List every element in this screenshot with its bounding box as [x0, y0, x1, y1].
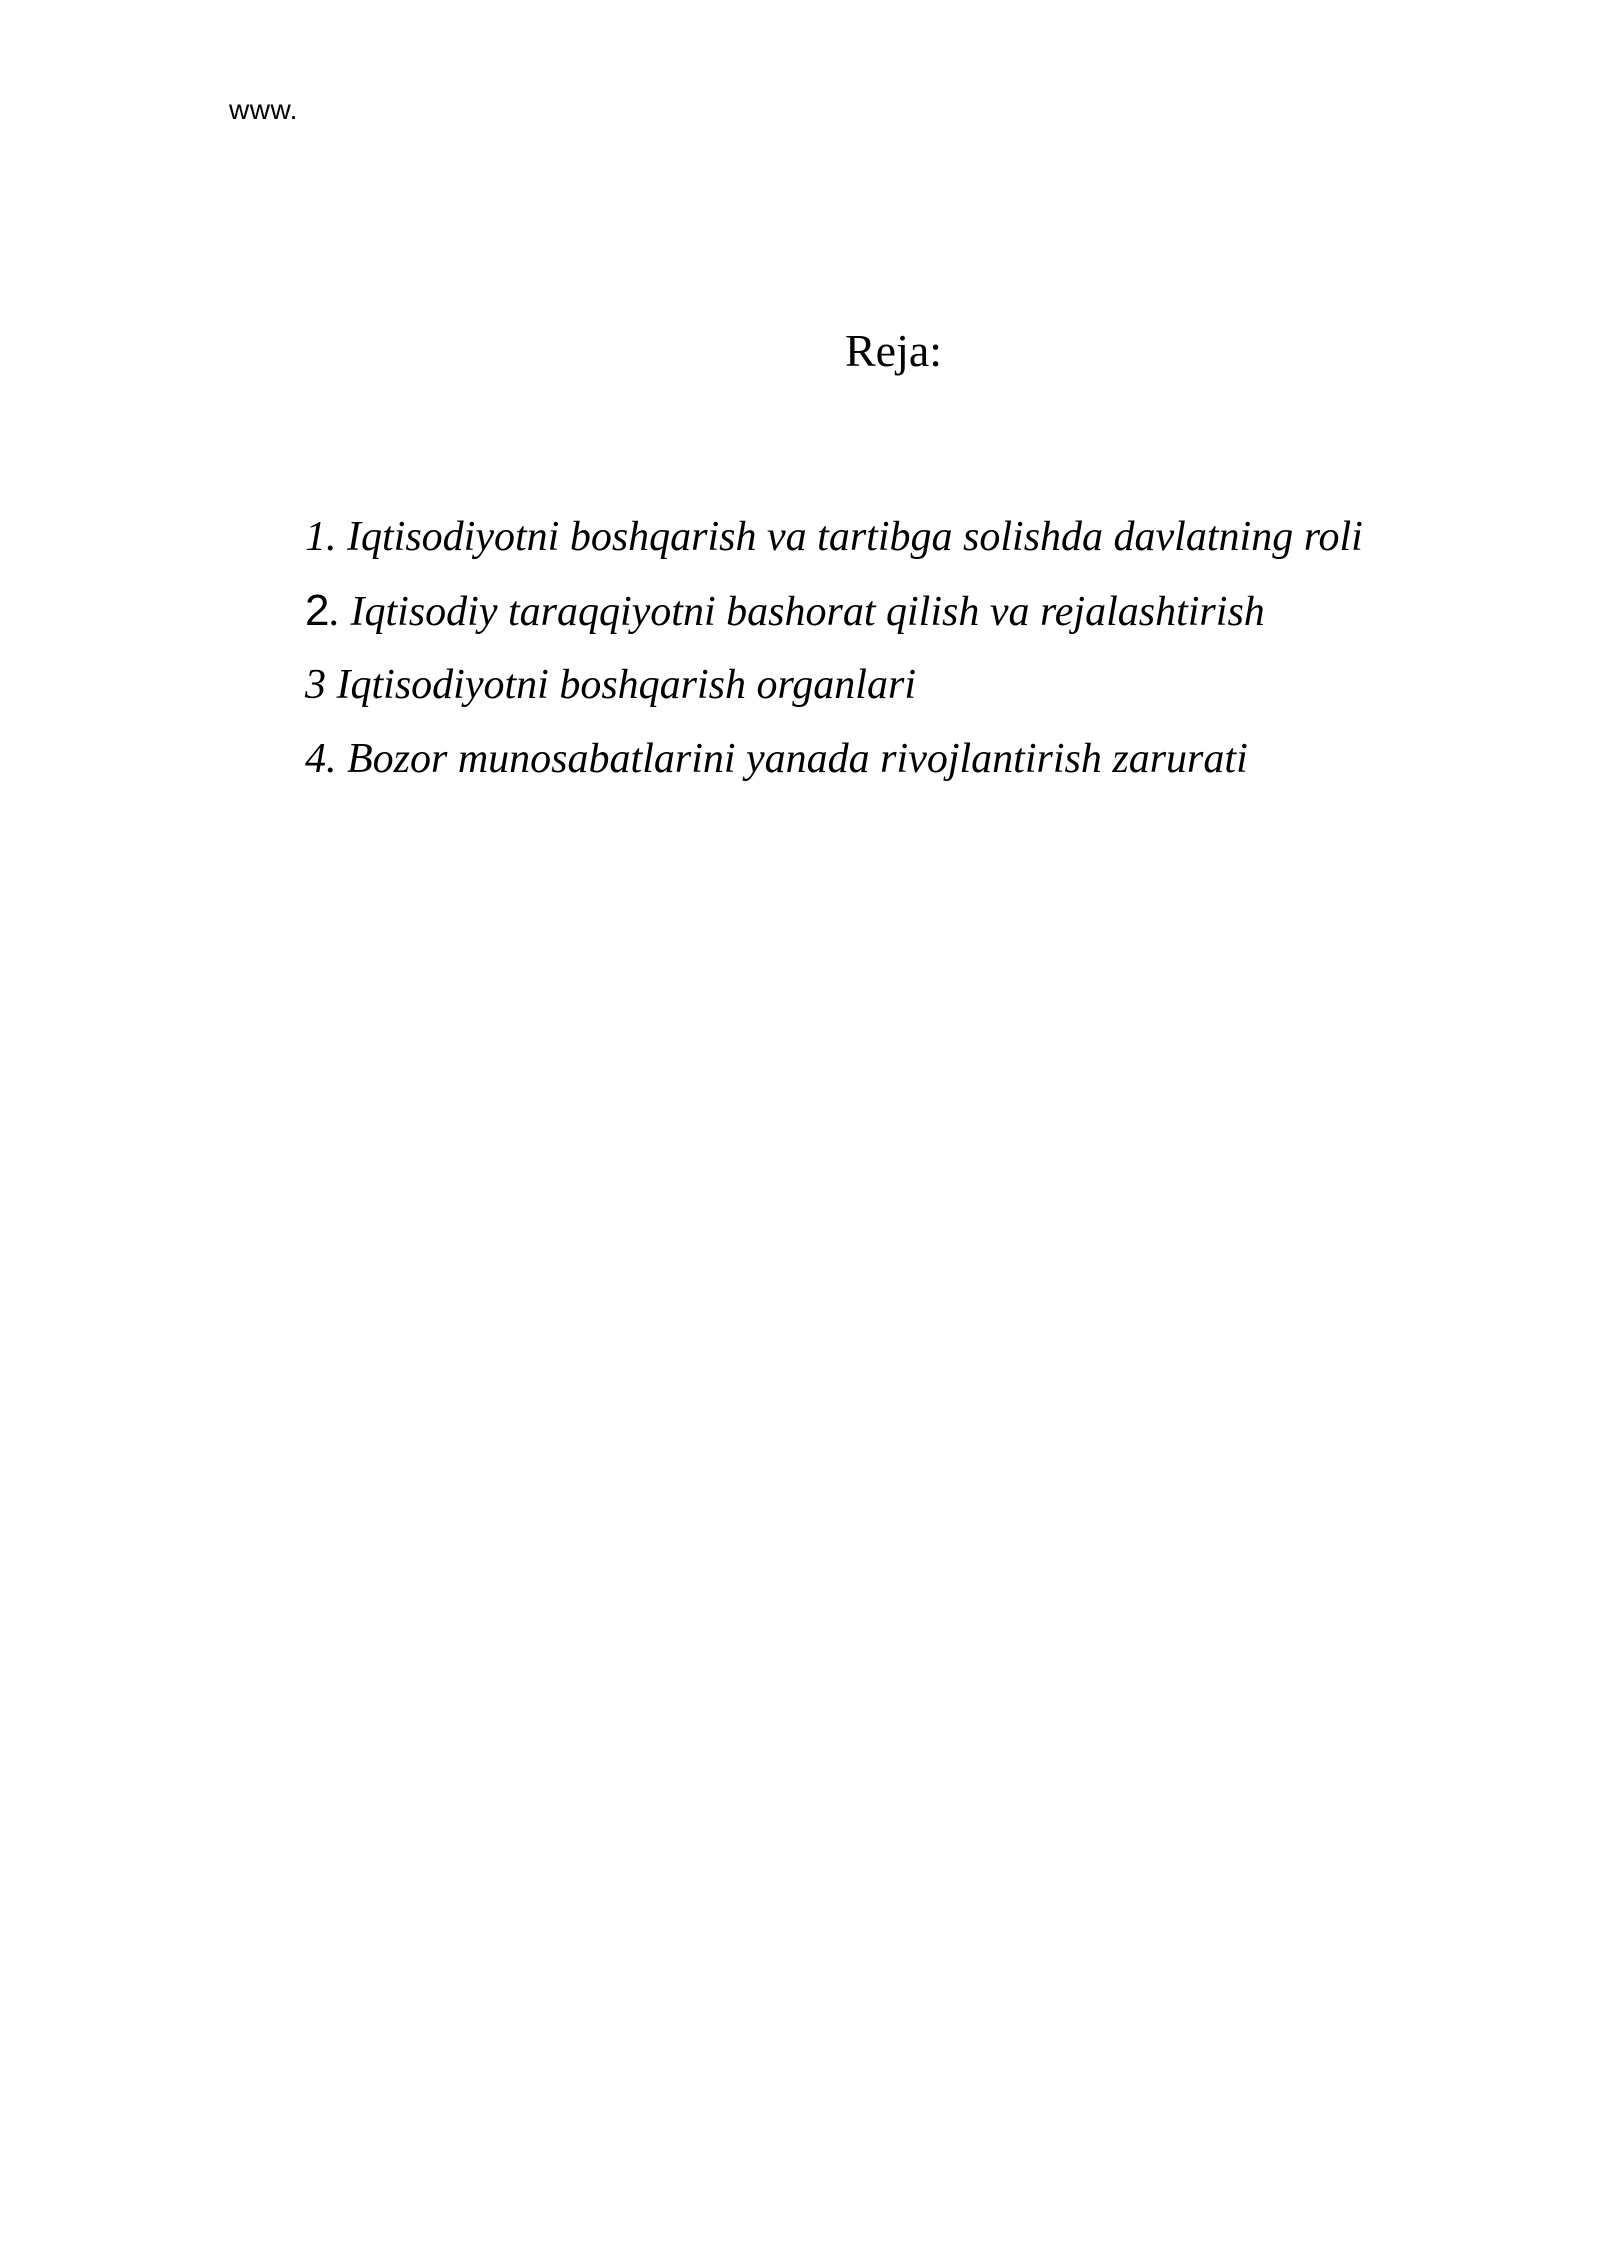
- plan-item-text: Bozor munosabatlarini yanada rivojlantirish zarurati: [336, 736, 1248, 782]
- header-url-text: www.: [229, 94, 298, 125]
- plan-item-number-suffix: .: [329, 589, 340, 635]
- plan-item-number: 1.: [305, 514, 337, 560]
- plan-item-1: [305, 500, 1363, 574]
- plan-item-number: 3: [305, 662, 326, 708]
- plan-item-text: Iqtisodiyotni boshqarish va tartibga solishda davlatning roli: [336, 514, 1363, 560]
- plan-item-number: 4.: [305, 736, 337, 782]
- plan-title: Reja:: [845, 325, 943, 376]
- plan-item-text: Iqtisodiy taraqqiyotni bashorat qilish va rejalashtirish: [339, 589, 1265, 635]
- plan-item-3: [305, 648, 1363, 722]
- plan-item-4: [305, 722, 1363, 796]
- plan-list: [305, 500, 1363, 796]
- plan-item-number: 2: [305, 586, 330, 635]
- plan-item-text: Iqtisodiyotni boshqarish organlari: [326, 662, 916, 708]
- plan-item-2: [305, 574, 1363, 648]
